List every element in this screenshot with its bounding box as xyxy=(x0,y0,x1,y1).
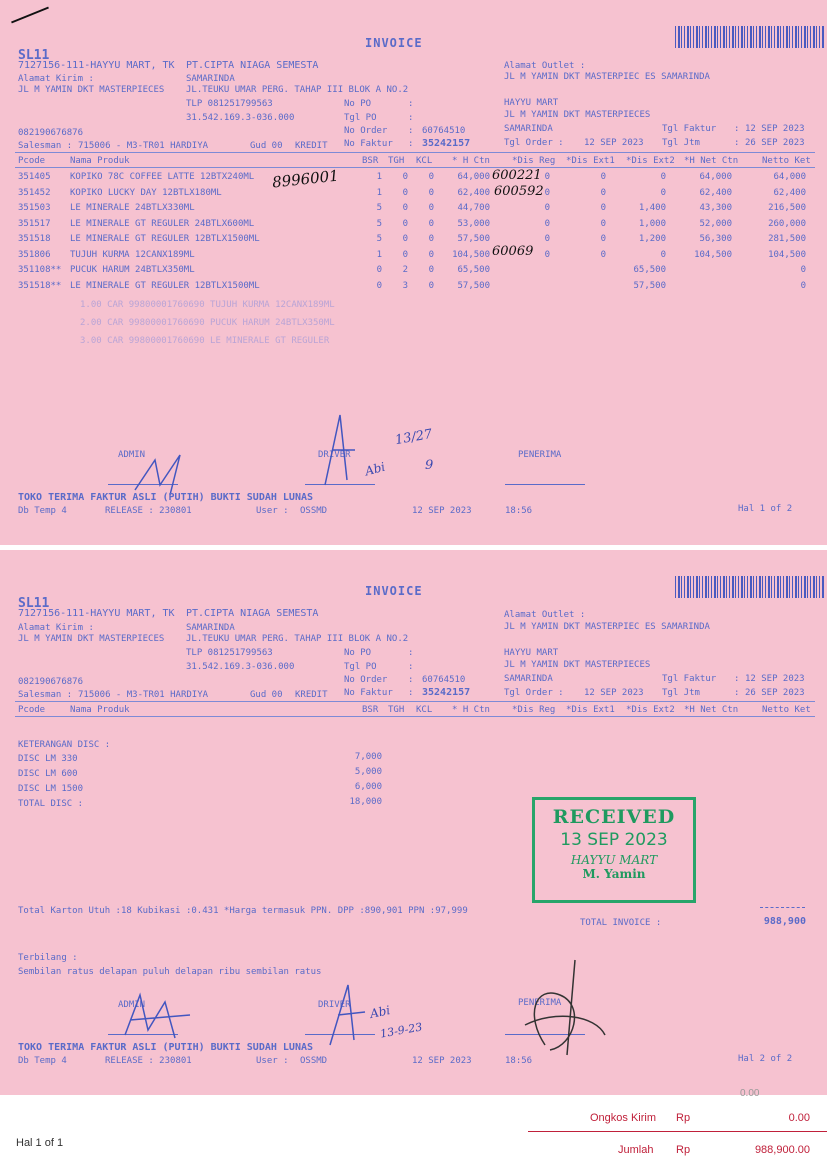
invoice-page-2: INVOICE SL11 7127156-111-HAYYU MART, TK Alamat Kirim : JL M YAMIN DKT MASTERPIECES 082190676876 PT.CIPTA NIAGA SEMESTA SAMARINDA JL.TEUKU UMAR PERG. TAHAP III BLOK A NO.2 TLP 081251799563 31.542.169.3-036.000 No PO : Tgl PO : No Order : 60764510 No Faktur : 35242157 Salesman : 715006 - M3-TR01 HARDIYA Gud 00 KREDIT Alamat Outlet : JL M YAMIN DKT MASTERPIEC ES SAMARINDA HAYYU MART JL M YAMIN DKT MASTERPIECES SAMARINDA Tgl Order : 12 SEP 2023 Tgl Faktur : 12 SEP 2023 Tgl Jtm : 26 SEP 2023 Pcode Nama Produk BSR TGH KCL * H Ctn *Dis Reg *Dis Ext1 *Dis Ext2 *H Net Ctn Netto Ket KETERANGAN DISC : DISC LM 330 7,000 DISC LM 600 5,000 DISC LM 1500 6,000 TOTAL DISC : 18,000 Total Karton Utuh :18 Kubikasi :0.431 *Harga termasuk PPN. DPP :890,901 PPN :97,999 TOTAL INVOICE : 988,900 Terbilang : Sembilan ratus delapan puluh delapan ribu sembilan ratus ADMIN DRIVER PENERIMA Abi 13-9-23 TOKO TERIMA FAKTUR ASLI (PUTIH) BUKTI SUDAH LUNAS Db Temp 4 RELEASE : 230801 User : OSSMD 12 SEP 2023 18:56 Hal 2 of 2 xyxy=(0,550,827,1095)
cell-pcode: 351108** xyxy=(18,265,62,275)
col-dis-reg: *Dis Reg xyxy=(512,156,556,166)
jumlah-currency: Rp xyxy=(676,1144,691,1156)
cell-dis-ext2: 1,200 xyxy=(638,234,666,244)
col-pcode: Pcode xyxy=(18,156,46,166)
db-temp: Db Temp 4 xyxy=(18,506,67,516)
barcode xyxy=(675,576,825,598)
gud-value: Gud 00 xyxy=(250,690,283,700)
stamp-title: RECEIVED xyxy=(552,806,676,828)
salesman-label: Salesman : xyxy=(18,141,73,151)
tgl-faktur-value: 12 SEP 2023 xyxy=(745,124,805,134)
user-label: User : xyxy=(256,1056,289,1066)
tgl-po-label: Tgl PO xyxy=(344,113,377,123)
cell-pcode: 351517 xyxy=(18,218,51,229)
received-stamp xyxy=(532,797,696,903)
invoice-title: INVOICE xyxy=(365,584,423,598)
cell-kcl: 0 xyxy=(428,218,434,229)
disc-value: 7,000 xyxy=(354,752,382,762)
disc-label: DISC LM 1500 xyxy=(18,784,84,794)
company-address: JL.TEUKU UMAR PERG. TAHAP III BLOK A NO.2 xyxy=(186,85,409,95)
cell-dis-ext2: 65,500 xyxy=(633,265,666,275)
table-row xyxy=(0,188,827,200)
col-kcl: KCL xyxy=(416,705,433,715)
handwritten-driver-date: 13-9-23 xyxy=(379,1020,424,1041)
cell-netto: 104,500 xyxy=(768,249,806,260)
alamat-kirim-label: Alamat Kirim : xyxy=(18,74,94,84)
cell-h-ctn: 65,500 xyxy=(457,265,490,275)
cell-dis-reg: 0 xyxy=(544,187,550,198)
cell-bsr: 5 xyxy=(376,234,382,244)
no-order-label: No Order xyxy=(344,675,388,685)
release: RELEASE : 230801 xyxy=(105,506,192,516)
alamat-outlet-value: JL M YAMIN DKT MASTERPIEC ES SAMARINDA xyxy=(504,72,710,82)
invoice-page-1: INVOICE SL11 7127156-111-HAYYU MART, TK Alamat Kirim : JL M YAMIN DKT MASTERPIECES 082190676876 PT.CIPTA NIAGA SEMESTA SAMARINDA JL.TEUKU UMAR PERG. TAHAP III BLOK A NO.2 TLP 081251799563 31.542.169.3-036.000 No PO : Tgl PO : No Order : 60764510 No Faktur : 35242157 Salesman : 715006 - M3-TR01 HARDIYA Gud 00 KREDIT Alamat Outlet : JL M YAMIN DKT MASTERPIEC ES SAMARINDA HAYYU MART JL M YAMIN DKT MASTERPIECES SAMARINDA Tgl Order : 12 SEP 2023 Tgl Faktur : 12 SEP 2023 Tgl Jtm : 26 SEP 2023 Pcode Nama Produk BSR TGH KCL * H Ctn *Dis Reg *Dis Ext1 *Dis Ext2 *H Net Ctn Netto Ket 351405 KOPIKO 78C COFFEE LATTE 12BTX240ML 1 0 0 64,000 0 0 0 64,000 64,000 351452 KOPIKO LUCKY DAY 12BTLX180ML 1 0 0 62,400 0 0 0 62,400 62,400 351503 LE MINERALE 24BTLX330ML 5 0 0 44,700 0 0 1,400 43,300 216,500 351517 LE MINERALE GT REGULER 24BTLX600ML 5 0 0 53,000 0 0 1,000 52,000 260,000 351518 LE MINERALE GT REGULER 12BTLX1500ML 5 0 0 57,500 0 0 1,200 56,300 281,500 351806 TUJUH KURMA 12CANX189ML 1 0 0 104,500 0 0 0 104,500 104,500 351108** PUCUK HARUM 24BTLX350ML 0 2 0 65,500 65,500 0 351518** LE MINERALE GT REGULER 12BTLX1500ML 0 3 0 57,500 57,500 0 1.00 CAR 99800001760690 TUJUH KURMA 12CANX189ML 2.00 CAR 99800001760690 PUCUK HARUM 24BTLX350ML 3.00 CAR 99800001760690 LE MINERALE GT REGULER 8996001 600221 600592 60069 ADMIN DRIVER PENERIMA 13/27 Abi 9 TOKO TERIMA FAKTUR ASLI (PUTIH) BUKTI SUDAH LUNAS Db Temp 4 RELEASE : 230801 User : OSSMD 12 SEP 2023 18:56 Hal 1 of 2 xyxy=(0,0,827,545)
cell-dis-ext2: 0 xyxy=(660,187,666,198)
col-dis-ext2: *Dis Ext2 xyxy=(626,156,675,166)
cell-h-ctn: 57,500 xyxy=(457,280,490,291)
jumlah-label: Jumlah xyxy=(618,1144,654,1156)
outlet-address: JL M YAMIN DKT MASTERPIECES xyxy=(504,110,651,120)
handwritten-driver-note: 13/27 xyxy=(393,426,434,449)
cell-pcode: 351518** xyxy=(18,280,62,291)
alamat-kirim-value: JL M YAMIN DKT MASTERPIECES xyxy=(18,634,165,644)
cell-netto: 216,500 xyxy=(768,203,806,213)
company-npwp: 31.542.169.3-036.000 xyxy=(186,662,295,672)
customer-phone: 082190676876 xyxy=(18,677,84,687)
no-faktur-label: No Faktur xyxy=(344,688,393,698)
user-value: OSSMD xyxy=(300,1056,328,1066)
cell-kcl: 0 xyxy=(428,172,434,182)
stamp-date: 13 SEP 2023 xyxy=(560,830,668,850)
terbilang-label: Terbilang : xyxy=(18,953,78,963)
cell-tgh: 0 xyxy=(402,249,408,260)
header-divider xyxy=(15,701,815,702)
toko-terima-note: TOKO TERIMA FAKTUR ASLI (PUTIH) BUKTI SUDAH LUNAS xyxy=(18,1042,314,1053)
company-city: SAMARINDA xyxy=(186,623,235,633)
cell-dis-ext1: 0 xyxy=(600,218,606,229)
cell-h-net: 43,300 xyxy=(699,203,732,213)
salesman-value: 715006 - M3-TR01 HARDIYA xyxy=(78,141,209,151)
cell-h-ctn: 62,400 xyxy=(457,187,490,198)
alamat-outlet-label: Alamat Outlet : xyxy=(504,61,586,71)
col-h-net-ctn: *H Net Ctn xyxy=(684,156,739,166)
tgl-jtm-value: 26 SEP 2023 xyxy=(745,688,805,698)
no-order-value: 60764510 xyxy=(422,126,466,136)
cell-dis-ext1: 0 xyxy=(600,172,606,182)
total-invoice-value: 988,900 xyxy=(763,916,806,927)
customer-code: 7127156-111-HAYYU MART, TK xyxy=(18,60,175,71)
cell-tgh: 2 xyxy=(402,265,408,275)
cell-kcl: 0 xyxy=(428,280,434,291)
handwritten-driver-name: Abi xyxy=(368,1003,392,1021)
db-temp: Db Temp 4 xyxy=(18,1056,67,1066)
invoice-title: INVOICE xyxy=(365,36,423,50)
company-city: SAMARINDA xyxy=(186,74,235,84)
handwritten-code: 60069 xyxy=(492,244,534,259)
handwritten-driver-name: Abi xyxy=(363,459,387,479)
col-dis-reg: *Dis Reg xyxy=(512,705,556,715)
kredit-value: KREDIT xyxy=(295,690,328,700)
cell-h-net: 52,000 xyxy=(699,218,732,229)
cell-netto: 62,400 xyxy=(773,187,806,198)
cell-h-net: 104,500 xyxy=(694,249,732,260)
summary-footer xyxy=(0,1088,827,1169)
customer-phone: 082190676876 xyxy=(18,128,84,138)
cell-h-net: 62,400 xyxy=(699,187,732,198)
cell-kcl: 0 xyxy=(428,187,434,198)
cell-dis-reg: 0 xyxy=(544,203,550,213)
cell-netto: 64,000 xyxy=(773,172,806,182)
driver-signature xyxy=(315,410,375,490)
tgl-order-value: 12 SEP 2023 xyxy=(584,138,644,148)
print-date: 12 SEP 2023 xyxy=(412,506,472,516)
table-row xyxy=(0,250,827,262)
ongkos-kirim-label: Ongkos Kirim xyxy=(590,1112,657,1124)
cell-dis-ext2: 0 xyxy=(660,249,666,260)
cell-dis-reg: 0 xyxy=(544,218,550,229)
cell-pcode: 351806 xyxy=(18,249,51,260)
cell-h-ctn: 53,000 xyxy=(457,218,490,229)
tgl-po-label: Tgl PO xyxy=(344,662,377,672)
cell-tgh: 3 xyxy=(402,280,408,291)
print-date: 12 SEP 2023 xyxy=(412,1056,472,1066)
cell-name: LE MINERALE GT REGULER 12BTLX1500ML xyxy=(70,280,260,291)
company-name: PT.CIPTA NIAGA SEMESTA xyxy=(186,608,319,619)
col-dis-ext2: *Dis Ext2 xyxy=(626,705,675,715)
stamp-store: HAYYU MART xyxy=(570,853,658,867)
col-dis-ext1: *Dis Ext1 xyxy=(566,705,615,715)
penerima-signature xyxy=(505,955,615,1065)
customer-code: 7127156-111-HAYYU MART, TK xyxy=(18,608,175,619)
kredit-value: KREDIT xyxy=(295,141,328,151)
outlet-address: JL M YAMIN DKT MASTERPIECES xyxy=(504,660,651,670)
tgl-order-value: 12 SEP 2023 xyxy=(584,688,644,698)
col-dis-ext1: *Dis Ext1 xyxy=(566,156,615,166)
cell-dis-ext2: 1,000 xyxy=(638,218,666,229)
cell-pcode: 351405 xyxy=(18,172,51,182)
col-tgh: TGH xyxy=(388,705,405,715)
disc-label: DISC LM 600 xyxy=(18,769,78,779)
print-time: 18:56 xyxy=(505,506,533,516)
cell-dis-ext2: 1,400 xyxy=(638,203,666,213)
sign-penerima-label: PENERIMA xyxy=(518,450,562,460)
cell-bsr: 1 xyxy=(376,172,382,182)
outlet-city: SAMARINDA xyxy=(504,674,553,684)
cell-pcode: 351452 xyxy=(18,187,51,198)
cell-h-ctn: 64,000 xyxy=(457,172,490,182)
cell-bsr: 5 xyxy=(376,203,382,213)
no-faktur-value: 35242157 xyxy=(422,138,471,149)
cell-name: KOPIKO 78C COFFEE LATTE 12BTX240ML xyxy=(70,172,255,182)
cell-h-ctn: 104,500 xyxy=(452,249,490,260)
admin-signature xyxy=(120,990,200,1045)
table-row xyxy=(0,203,827,215)
cell-dis-ext2: 57,500 xyxy=(633,280,666,291)
table-row xyxy=(0,265,827,277)
handwritten-code: 600592 xyxy=(494,184,544,199)
table-row xyxy=(0,172,827,184)
cell-pcode: 351518 xyxy=(18,234,51,244)
col-pcode: Pcode xyxy=(18,705,46,715)
cell-bsr: 0 xyxy=(376,265,382,275)
no-order-label: No Order xyxy=(344,126,388,136)
cell-dis-ext1: 0 xyxy=(600,187,606,198)
company-tlp: TLP 081251799563 xyxy=(186,648,273,658)
cell-dis-ext1: 0 xyxy=(600,203,606,213)
cell-name: LE MINERALE GT REGULER 12BTLX1500ML xyxy=(70,234,260,244)
footer-divider xyxy=(528,1131,827,1132)
col-netto-ket: Netto Ket xyxy=(762,156,811,166)
cell-pcode: 351503 xyxy=(18,203,51,213)
cell-dis-ext1: 0 xyxy=(600,249,606,260)
cell-netto: 0 xyxy=(800,265,806,275)
cell-h-net: 64,000 xyxy=(699,172,732,182)
no-po-label: No PO xyxy=(344,99,372,109)
cell-name: TUJUH KURMA 12CANX189ML xyxy=(70,249,195,260)
stamp-person: M. Yamin xyxy=(582,867,646,881)
table-row xyxy=(0,219,827,231)
col-h-ctn: * H Ctn xyxy=(452,156,490,166)
cell-bsr: 1 xyxy=(376,187,382,198)
cell-dis-ext1: 0 xyxy=(600,234,606,244)
disc-value: 5,000 xyxy=(354,767,382,777)
cell-netto: 0 xyxy=(800,280,806,291)
cell-name: LE MINERALE 24BTLX330ML xyxy=(70,203,195,213)
sign-admin-label: ADMIN xyxy=(118,1000,146,1010)
user-label: User : xyxy=(256,506,289,516)
page-number: Hal 1 of 2 xyxy=(738,504,793,514)
barcode xyxy=(675,26,825,48)
print-time: 18:56 xyxy=(505,1056,533,1066)
total-invoice-label: TOTAL INVOICE : xyxy=(580,918,662,928)
cell-bsr: 1 xyxy=(376,249,382,260)
cell-kcl: 0 xyxy=(428,265,434,275)
cell-dis-reg: 0 xyxy=(544,234,550,244)
tgl-jtm-label: Tgl Jtm xyxy=(662,688,700,698)
page-number: Hal 2 of 2 xyxy=(738,1054,793,1064)
cell-tgh: 0 xyxy=(402,172,408,182)
col-nama-produk: Nama Produk xyxy=(70,156,130,166)
cell-dis-reg: 0 xyxy=(544,172,550,182)
sign-penerima-label: PENERIMA xyxy=(518,998,562,1008)
col-netto-ket: Netto Ket xyxy=(762,705,811,715)
jumlah-value: 988,900.00 xyxy=(754,1144,810,1156)
toko-terima-note: TOKO TERIMA FAKTUR ASLI (PUTIH) BUKTI SUDAH LUNAS xyxy=(18,492,314,503)
tgl-jtm-label: Tgl Jtm xyxy=(662,138,700,148)
sign-driver-label: DRIVER xyxy=(318,450,351,460)
cell-h-net: 56,300 xyxy=(699,234,732,244)
no-faktur-value: 35242157 xyxy=(422,687,471,698)
disc-label: DISC LM 330 xyxy=(18,754,78,764)
cell-tgh: 0 xyxy=(402,218,408,229)
outlet-name: HAYYU MART xyxy=(504,98,559,108)
no-po-label: No PO xyxy=(344,648,372,658)
salesman-label: Salesman : xyxy=(18,690,73,700)
cell-bsr: 5 xyxy=(376,218,382,229)
handwritten-code: 600221 xyxy=(492,168,542,183)
company-address: JL.TEUKU UMAR PERG. TAHAP III BLOK A NO.2 xyxy=(186,634,409,644)
cell-dis-reg: 0 xyxy=(544,249,550,260)
cell-name: LE MINERALE GT REGULER 24BTLX600ML xyxy=(70,218,255,229)
cell-name: KOPIKO LUCKY DAY 12BTLX180ML xyxy=(70,187,222,198)
col-nama-produk: Nama Produk xyxy=(70,705,130,715)
col-tgh: TGH xyxy=(388,156,405,166)
cell-name: PUCUK HARUM 24BTLX350ML xyxy=(70,265,195,275)
ongkos-kirim-value: 0.00 xyxy=(788,1112,810,1124)
handwritten-driver-count: 9 xyxy=(425,458,434,473)
header-divider xyxy=(15,152,815,153)
cell-tgh: 0 xyxy=(402,234,408,244)
cell-kcl: 0 xyxy=(428,234,434,244)
gud-value: Gud 00 xyxy=(250,141,283,151)
cell-h-ctn: 57,500 xyxy=(457,234,490,244)
col-h-ctn: * H Ctn xyxy=(452,705,490,715)
disc-label: TOTAL DISC : xyxy=(18,799,84,809)
user-value: OSSMD xyxy=(300,506,328,516)
col-bsr: BSR xyxy=(362,156,379,166)
no-faktur-label: No Faktur xyxy=(344,139,393,149)
tgl-jtm-value: 26 SEP 2023 xyxy=(745,138,805,148)
col-h-net-ctn: *H Net Ctn xyxy=(684,705,739,715)
outlet-name: HAYYU MART xyxy=(504,648,559,658)
doc-code: SL11 xyxy=(18,48,50,63)
pen-mark xyxy=(11,7,49,24)
tgl-order-label: Tgl Order : xyxy=(504,138,564,148)
cell-bsr: 0 xyxy=(376,280,382,291)
cell-tgh: 0 xyxy=(402,187,408,198)
keterangan-title: KETERANGAN DISC : xyxy=(18,740,111,750)
salesman-value: 715006 - M3-TR01 HARDIYA xyxy=(78,690,209,700)
alamat-kirim-value: JL M YAMIN DKT MASTERPIECES xyxy=(18,85,165,95)
col-bsr: BSR xyxy=(362,705,379,715)
no-order-value: 60764510 xyxy=(422,675,466,685)
outlet-city: SAMARINDA xyxy=(504,124,553,134)
table-row xyxy=(0,281,827,293)
sign-admin-label: ADMIN xyxy=(118,450,146,460)
cell-netto: 260,000 xyxy=(768,218,806,229)
disc-total-value: 18,000 xyxy=(349,797,382,807)
cell-netto: 281,500 xyxy=(768,234,806,244)
company-tlp: TLP 081251799563 xyxy=(186,99,273,109)
cell-h-ctn: 44,700 xyxy=(457,203,490,213)
tgl-faktur-label: Tgl Faktur xyxy=(662,124,717,134)
cell-tgh: 0 xyxy=(402,203,408,213)
alamat-outlet-value: JL M YAMIN DKT MASTERPIEC ES SAMARINDA xyxy=(504,622,710,632)
cut-value: 0.00 xyxy=(740,1088,760,1099)
company-npwp: 31.542.169.3-036.000 xyxy=(186,113,295,123)
table-row xyxy=(0,234,827,246)
tgl-faktur-label: Tgl Faktur xyxy=(662,674,717,684)
cell-dis-ext2: 0 xyxy=(660,172,666,182)
footer-page-number: Hal 1 of 1 xyxy=(16,1137,64,1149)
alamat-outlet-label: Alamat Outlet : xyxy=(504,610,586,620)
cell-kcl: 0 xyxy=(428,203,434,213)
terbilang-value: Sembilan ratus delapan puluh delapan ribu sembilan ratus xyxy=(18,967,322,977)
handwritten-code: 8996001 xyxy=(271,166,340,192)
disc-value: 6,000 xyxy=(354,782,382,792)
doc-code: SL11 xyxy=(18,596,50,611)
alamat-kirim-label: Alamat Kirim : xyxy=(18,623,94,633)
col-kcl: KCL xyxy=(416,156,433,166)
sign-driver-label: DRIVER xyxy=(318,1000,351,1010)
tgl-faktur-value: 12 SEP 2023 xyxy=(745,674,805,684)
total-karton-line: Total Karton Utuh :18 Kubikasi :0.431 *Harga termasuk PPN. DPP :890,901 PPN :97,999 xyxy=(18,906,468,916)
cell-kcl: 0 xyxy=(428,249,434,260)
company-name: PT.CIPTA NIAGA SEMESTA xyxy=(186,60,319,71)
release: RELEASE : 230801 xyxy=(105,1056,192,1066)
tgl-order-label: Tgl Order : xyxy=(504,688,564,698)
ongkos-kirim-currency: Rp xyxy=(676,1112,691,1124)
